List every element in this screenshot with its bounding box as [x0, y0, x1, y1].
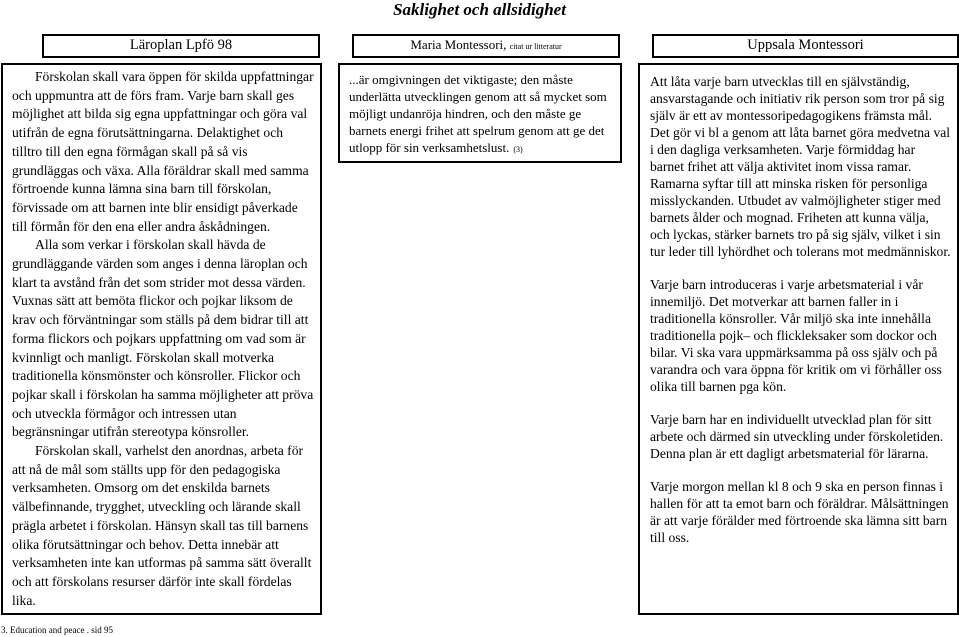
- uppsala-paragraph-1: Att låta varje barn utvecklas till en självständig, ansvarstagande och initiativ rik person som tror på sig själv är ett av montessoripedagogikens främsta mål. Det gör vi bl a genom att låta barnet göra medvetna val i den dagliga verksamheten. Varje förmiddag har barnet frihet att välja aktivitet inom vissa ramar. Ramarna syftar till att minska risken för personliga misslyckanden. Utbudet av valmöjligheter stiger med barnets ålder och mognad. Friheten att kunna välja, och lyckas, stärker barnets tro på sig själv, vilket i sin tur leder till lyhördhet och tolerans mot medmänniskor.: [650, 74, 951, 259]
- uppsala-paragraph-4: Varje morgon mellan kl 8 och 9 ska en person finnas i hallen för att ta emot barn och föräldrar. Målsättningen är att varje förälder med förtroende ska lämna sitt barn till oss.: [650, 479, 949, 545]
- lpfo98-paragraph-3: Förskolan skall, varhelst den anordnas, arbeta för att nå de mål som ställts upp för den pedagogiska verksamheten. Omsorg om det enskilda barnets välbefinnande, trygghet, utveckling och lärande skall prägla arbetet i förskolan. Hänsyn skall tas till barnens olika förutsättningar och behov. Detta innebär att verksamheten inte kan utformas på samma sätt överallt och att förskolans resurser därför inte skall fördelas lika.: [12, 443, 312, 608]
- header-montessori-quotes: [352, 34, 620, 58]
- montessori-quote-box: [338, 63, 622, 163]
- header-right-label: Uppsala Montessori: [747, 37, 864, 53]
- header-lpfo98: [42, 34, 320, 58]
- footnote: 3. Education and peace . sid 95: [1, 625, 113, 635]
- header-uppsala-montessori: [652, 34, 959, 58]
- quote-reference: (3): [513, 145, 523, 154]
- page-title: Saklighet och allsidighet: [393, 0, 566, 19]
- montessori-quote: [349, 71, 614, 158]
- uppsala-column: [638, 63, 959, 615]
- header-left-label: Läroplan Lpfö 98: [129, 37, 233, 53]
- uppsala-paragraph-2: Varje barn introduceras i varje arbetsmaterial i vår innemiljö. Det motverkar att barnen faller in i traditionella könsroller. Vår miljö ska inte innehålla traditionella pojk– och flickleksaker som dockor och bilar. Vi ska vara uppmärksamma på oss själv och på varandra och vara öppna för kritik om vi förhåller oss olika till barnen pga kön.: [650, 277, 942, 394]
- header-middle-label: Maria Montessori,: [410, 37, 507, 52]
- lpfo98-paragraph-1: Förskolan skall vara öppen för skilda uppfattningar och uppmuntra att de förs fram. Varje barn skall ges möjlighet att bilda sig egna uppfattningar och göra val utifrån de egna förutsättningarna. Delaktighet och tilltro till den egna förmågan skall på så vis grundläggas och växa. Alla föräldrar skall med samma förtroende kunna lämna sina barn till förskolan, förvissade om att barnen inte blir ensidigt påverkade till förmån för den ena eller andra åskådningen.: [12, 69, 314, 234]
- lpfo98-column: [1, 63, 322, 615]
- header-middle-cite: citat ur litteratur: [509, 42, 562, 51]
- montessori-quote-text: ...är omgivningen det viktigaste; den måste underlätta utvecklingen genom att så mycket som möjligt undanröja hindren, och den måste ge barnets energi frihet att spelrum genom att ge det utlopp för sin verksamhetslust.: [349, 72, 607, 155]
- lpfo98-paragraph-2: Alla som verkar i förskolan skall hävda de grundläggande värden som anges i denna läroplan och klart ta avstånd från det som strider mot dessa värden. Vuxnas sätt att bemöta flickor och pojkar liksom de krav och förväntningar som ställs på dem bidrar till att forma flickors och pojkars uppfattning om vad som är kvinnligt och manligt. Förskolan skall motverka traditionella könsmönster och könsroller. Flickor och pojkar skall i förskolan ha samma möjligheter att pröva och utveckla förmågor och intressen utan begränsningar utifrån stereotypa könsroller.: [12, 237, 314, 440]
- uppsala-paragraph-3: Varje barn har en individuellt utvecklad plan för sitt arbete och därmed sin utveckling under förskoletiden. Denna plan är ett dagligt arbetsmaterial för lärarna.: [650, 412, 944, 461]
